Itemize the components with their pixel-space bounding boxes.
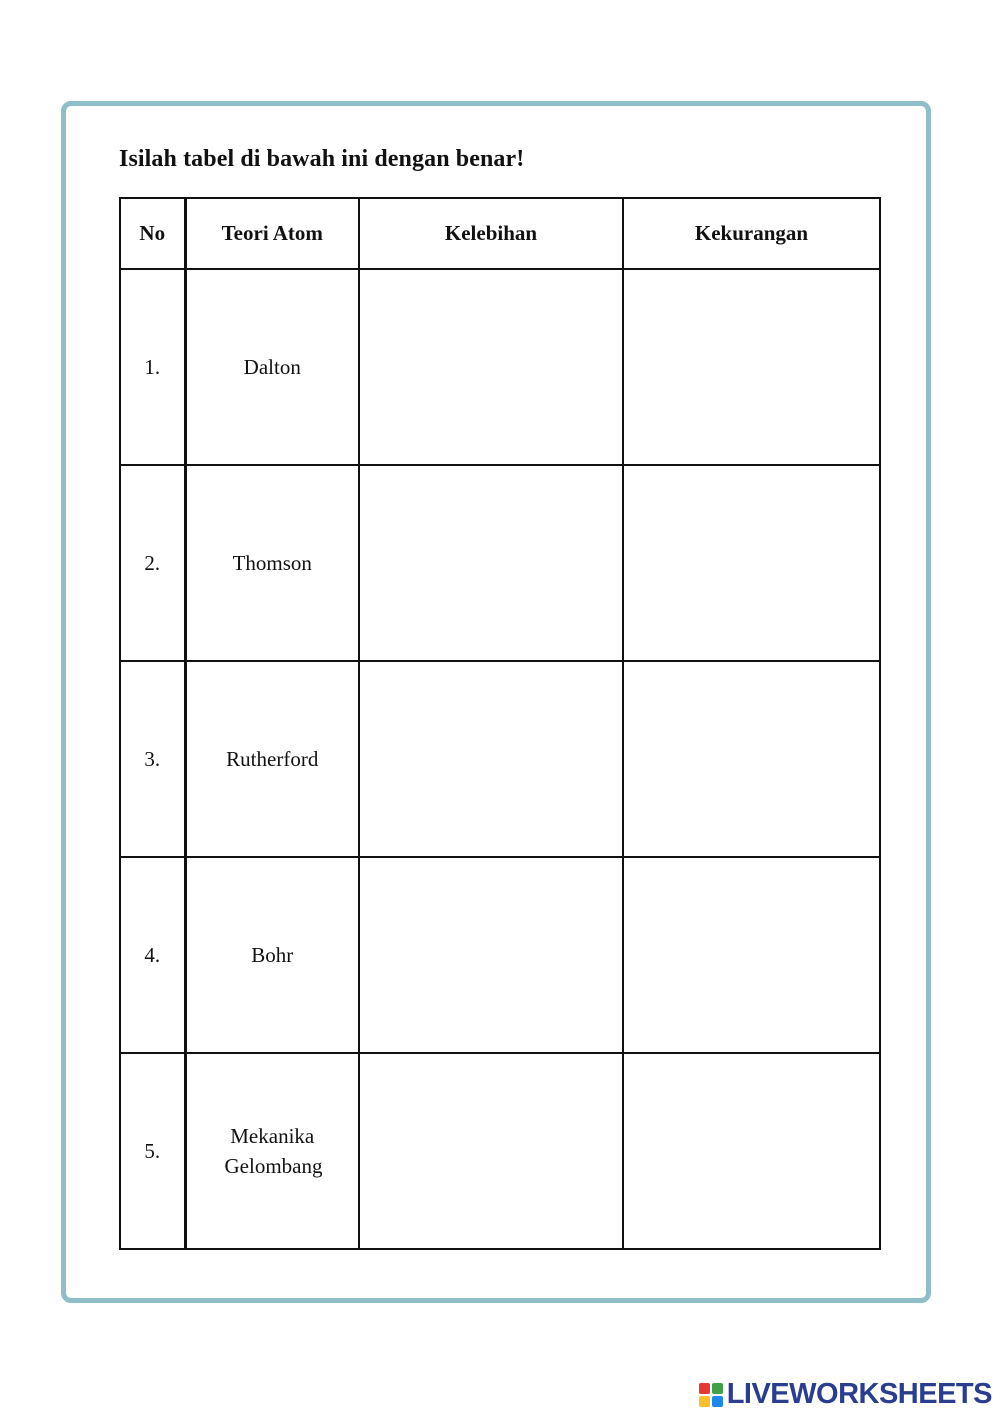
table-row — [120, 1053, 880, 1249]
instruction-heading: Isilah tabel di bawah ini dengan benar! — [119, 146, 525, 172]
theory-name: Bohr — [185, 857, 359, 1053]
atom-theory-table — [119, 197, 881, 1250]
advantages-answer-cell[interactable] — [359, 465, 623, 661]
liveworksheets-brand — [699, 1378, 992, 1411]
row-number: 4. — [120, 857, 185, 1053]
table-row — [120, 269, 880, 465]
brand-wordmark: LIVEWORKSHEETS — [726, 1378, 992, 1410]
header-theory: Teori Atom — [185, 198, 359, 269]
table-row — [120, 857, 880, 1053]
disadvantages-answer-cell[interactable] — [623, 465, 880, 661]
advantages-answer-cell[interactable] — [359, 661, 623, 857]
theory-name: Mekanika Gelombang — [185, 1053, 359, 1249]
disadvantages-answer-cell[interactable] — [623, 269, 880, 465]
table-row — [120, 661, 880, 857]
table-header-row — [120, 198, 880, 269]
disadvantages-answer-cell[interactable] — [623, 1053, 880, 1249]
disadvantages-answer-cell[interactable] — [623, 857, 880, 1053]
row-number: 5. — [120, 1053, 185, 1249]
disadvantages-answer-cell[interactable] — [623, 661, 880, 857]
row-number: 1. — [120, 269, 185, 465]
row-number: 2. — [120, 465, 185, 661]
theory-name: Dalton — [185, 269, 359, 465]
header-advantages: Kelebihan — [359, 198, 623, 269]
advantages-answer-cell[interactable] — [359, 269, 623, 465]
theory-name: Thomson — [185, 465, 359, 661]
advantages-answer-cell[interactable] — [359, 1053, 623, 1249]
header-disadvantages: Kekurangan — [623, 198, 880, 269]
header-no: No — [120, 198, 185, 269]
table-row — [120, 465, 880, 661]
liveworksheets-logo-icon — [699, 1383, 723, 1407]
advantages-answer-cell[interactable] — [359, 857, 623, 1053]
theory-name: Rutherford — [185, 661, 359, 857]
row-number: 3. — [120, 661, 185, 857]
